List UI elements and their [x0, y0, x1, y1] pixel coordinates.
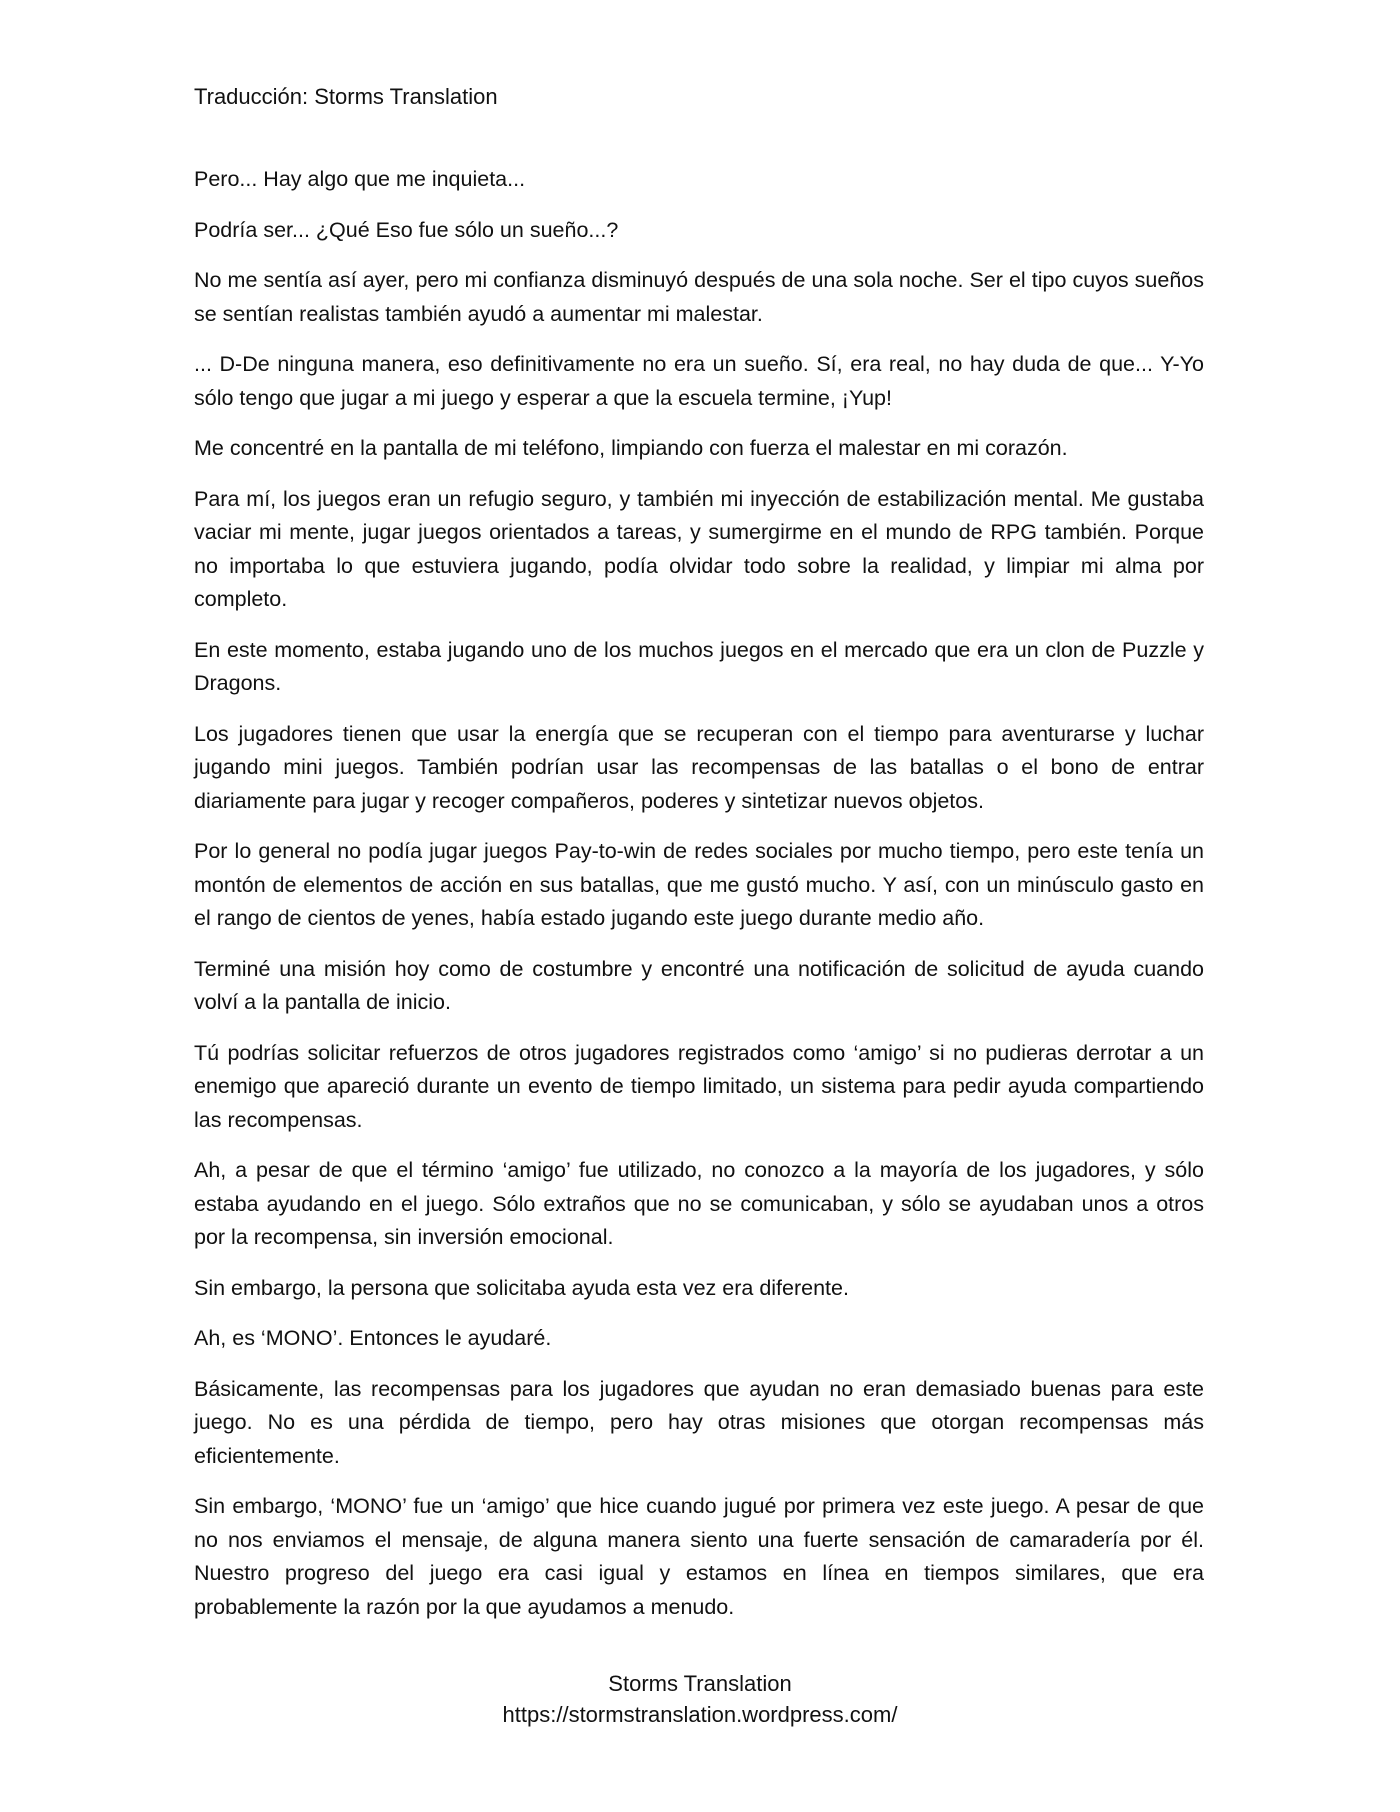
paragraph: Sin embargo, ‘MONO’ fue un ‘amigo’ que hice cuando jugué por primera vez este juego. A pesar de que no nos enviamos el mensaje, de alguna manera siento una fuerte sensación de camaradería por él. Nuestro progreso del juego era casi igual y estamos en línea en tiempos similares, que era probablemente la razón por la que ayudamos a menudo. — [194, 1494, 1204, 1619]
paragraph: Ah, es ‘MONO’. Entonces le ayudaré. — [194, 1326, 552, 1350]
document-body — [194, 163, 1204, 1641]
paragraph: Por lo general no podía jugar juegos Pay-to-win de redes sociales por mucho tiempo, pero este tenía un montón de elementos de acción en sus batallas, que me gustó mucho. Y así, con un minúsculo gasto en el rango de cientos de yenes, había estado jugando este juego durante medio año. — [194, 839, 1204, 930]
page-footer — [0, 1668, 1400, 1730]
paragraph: Terminé una misión hoy como de costumbre y encontré una notificación de solicitud de ayuda cuando volví a la pantalla de inicio. — [194, 956, 1204, 1014]
footer-url: https://stormstranslation.wordpress.com/ — [502, 1702, 898, 1727]
paragraph: Pero... Hay algo que me inquieta... — [194, 167, 526, 191]
paragraph: Tú podrías solicitar refuerzos de otros jugadores registrados como ‘amigo’ si no pudieras derrotar a un enemigo que apareció durante un evento de tiempo limitado, un sistema para pedir ayuda compartiendo las recompensas. — [194, 1040, 1204, 1132]
paragraph: Ah, a pesar de que el término ‘amigo’ fue utilizado, no conozco a la mayoría de los jugadores, y sólo estaba ayudando en el juego. Sólo extraños que no se comunicaban, y sólo se ayudaban unos a otros por la recompensa, sin inversión emocional. — [194, 1158, 1204, 1249]
paragraph: En este momento, estaba jugando uno de los muchos juegos en el mercado que era un clon de Puzzle y Dragons. — [194, 637, 1204, 695]
paragraph: Me concentré en la pantalla de mi teléfono, limpiando con fuerza el malestar en mi corazón. — [194, 436, 1068, 460]
paragraph: Para mí, los juegos eran un refugio seguro, y también mi inyección de estabilización mental. Me gustaba vaciar mi mente, jugar juegos orientados a tareas, y sumergirme en el mundo de RPG también. Porque no importaba lo que estuviera jugando, podía olvidar todo sobre la realidad, y limpiar mi alma por completo. — [194, 486, 1204, 611]
paragraph: Los jugadores tienen que usar la energía que se recuperan con el tiempo para aventurarse y luchar jugando mini juegos. También podrían usar las recompensas de las batallas o el bono de entrar diariamente para jugar y recoger compañeros, poderes y sintetizar nuevos objetos. — [194, 721, 1204, 813]
paragraph: Básicamente, las recompensas para los jugadores que ayudan no eran demasiado buenas para este juego. No es una pérdida de tiempo, pero hay otras misiones que otorgan recompensas más eficientemente. — [194, 1376, 1204, 1468]
paragraph: No me sentía así ayer, pero mi confianza disminuyó después de una sola noche. Ser el tipo cuyos sueños se sentían realistas también ayudó a aumentar mi malestar. — [194, 268, 1204, 326]
paragraph: Podría ser... ¿Qué Eso fue sólo un sueño...? — [194, 217, 619, 242]
translation-credit: Traducción: Storms Translation — [194, 84, 498, 109]
footer-name: Storms Translation — [608, 1671, 792, 1696]
paragraph: ... D-De ninguna manera, eso definitivamente no era un sueño. Sí, era real, no hay duda de que... Y-Yo sólo tengo que jugar a mi juego y esperar a que la escuela termine, ¡Yup! — [194, 352, 1204, 410]
paragraph: Sin embargo, la persona que solicitaba ayuda esta vez era diferente. — [194, 1275, 849, 1300]
